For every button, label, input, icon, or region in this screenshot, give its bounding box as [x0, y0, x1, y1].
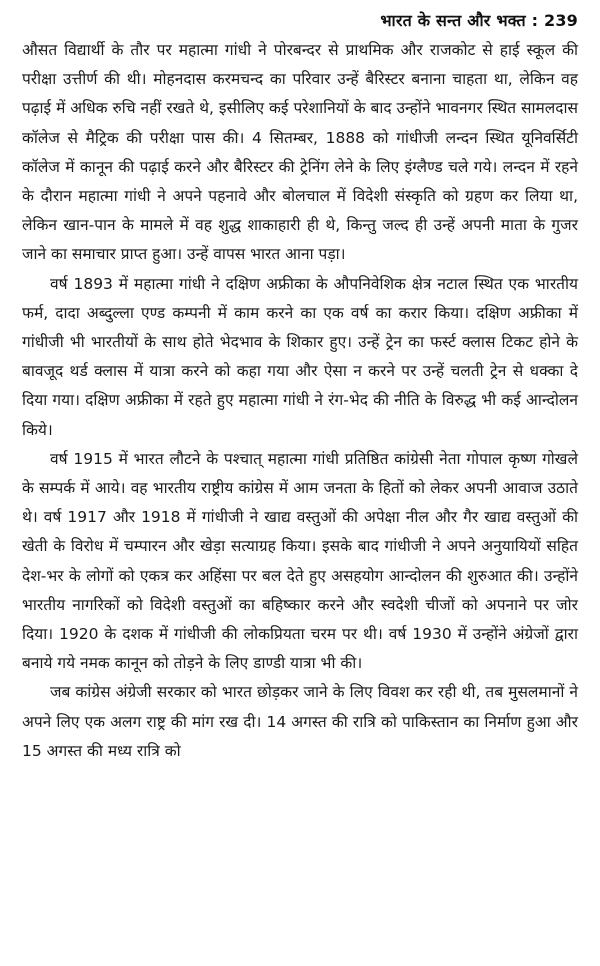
paragraph-south-africa: वर्ष 1893 में महात्मा गांधी ने दक्षिण अफ्रीका के औपनिवेशिक क्षेत्र नटाल स्थित एक भारतीय फर्म, दादा अब्दुल्ला एण्ड कम्पनी में काम करने का एक वर्ष का करार किया। दक्षिण अफ्रीका में गांधीजी भी भारतीयों के साथ होते भेदभाव के शिकार हुए। उन्हें ट्रेन का फर्स्ट क्लास टिकट होने के बावजूद थर्ड क्लास में यात्रा करने को कहा गया और ऐसा न करने पर उन्हें चलती ट्रेन से धक्का दे दिया गया। दक्षिण अफ्रीका में रहते हुए महात्मा गांधी ने रंग-भेद की नीति के विरुद्ध भी कई आन्दोलन किये।	[22, 274, 578, 439]
running-header: भारत के सन्त और भक्त : 239	[380, 11, 578, 30]
paragraph-education: औसत विद्यार्थी के तौर पर महात्मा गांधी ने पोरबन्दर से प्राथमिक और राजकोट से हाई स्कूल की परीक्षा उत्तीर्ण की थी। मोहनदास करमचन्द का परिवार उन्हें बैरिस्टर बनाना चाहता था, लेकिन वह पढ़ाई में अधिक रुचि नहीं रखते थे, इसीलिए कई परेशानियों के बाद उन्होंने भावनगर स्थित सामलदास कॉलेज से मैट्रिक की परीक्षा पास की। 4 सितम्बर, 1888 को गांधीजी लन्दन स्थित यूनिवर्सिटी कॉलेज में कानून की पढ़ाई करने और बैरिस्टर की ट्रेनिंग लेने के लिए इंग्लैण्ड चले गये। लन्दन में रहने के दौरान महात्मा गांधी ने अपने पहनावे और बोलचाल में विदेशी संस्कृति को ग्रहण कर लिया था, लेकिन खान-पान के मामले में वह शुद्ध शाकाहारी ही थे, किन्तु जल्द ही उन्हें अपनी माता के गुजर जाने का समाचार प्राप्त हुआ। उन्हें वापस भारत आना पड़ा।	[22, 41, 578, 264]
paragraph-return-to-india: वर्ष 1915 में भारत लौटने के पश्चात् महात्मा गांधी प्रतिष्ठित कांग्रेसी नेता गोपाल कृष्ण गोखले के सम्पर्क में आये। वह भारतीय राष्ट्रीय कांग्रेस में आम जनता के हितों को लेकर अपनी आवाज उठाते थे। वर्ष 1917 और 1918 में गांधीजी ने खाद्य वस्तुओं की अपेक्षा नील और गैर खाद्य वस्तुओं की खेती के विरोध में चम्पारन और खेड़ा सत्याग्रह किया। इसके बाद गांधीजी ने अपने अनुयायियों सहित देश-भर के लोगों को एकत्र कर अहिंसा पर बल देते हुए असहयोग आन्दोलन की शुरुआत की। उन्होंने भारतीय नागरिकों को विदेशी वस्तुओं का बहिष्कार करने और स्वदेशी चीजों को अपनाने पर जोर दिया। 1920 के दशक में गांधीजी की लोकप्रियता चरम पर थी। वर्ष 1930 में उन्होंने अंग्रेजों द्वारा बनाये गये नमक कानून को तोड़ने के लिए डाण्डी यात्रा भी की।	[22, 449, 578, 673]
body-text	[22, 36, 578, 766]
paragraph-partition: जब कांग्रेस अंग्रेजी सरकार को भारत छोड़कर जाने के लिए विवश कर रही थी, तब मुसलमानों ने अपने लिए एक अलग राष्ट्र की मांग रख दी। 14 अगस्त की रात्रि को पाकिस्तान का निर्माण हुआ और 15 अगस्त की मध्य रात्रि को	[22, 683, 578, 760]
